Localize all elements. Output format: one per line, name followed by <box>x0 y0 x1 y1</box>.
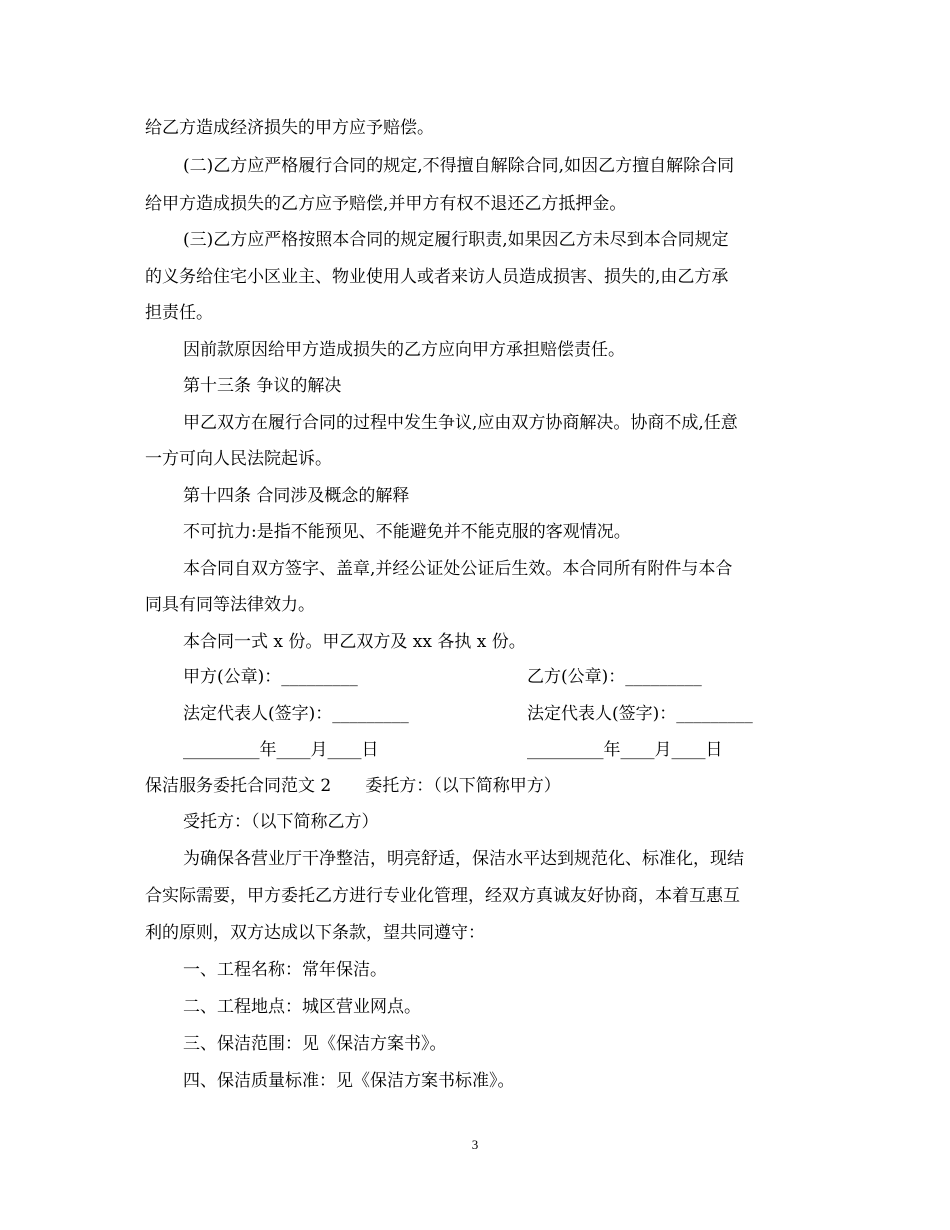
text-line: 本合同自双方签字、盖章,并经公证处公证后生效。本合同所有附件与本合 <box>183 559 733 579</box>
party-a-seal: 甲方(公章)：_________ <box>183 667 358 687</box>
second-contract-title: 保洁服务委托合同范文 2 委托方：（以下简称甲方） <box>145 776 561 796</box>
section-heading: 第十四条 合同涉及概念的解释 <box>183 486 410 506</box>
list-item: 四、保洁质量标准：见《保洁方案书标准》。 <box>183 1071 515 1091</box>
text-line: 为确保各营业厅干净整洁，明亮舒适，保洁水平达到规范化、标准化，现结 <box>183 849 744 869</box>
text-line: 担责任。 <box>145 303 213 323</box>
party-b-seal: 乙方(公章)：_________ <box>527 667 702 687</box>
section-heading: 第十三条 争议的解决 <box>183 376 342 396</box>
text-line: 不可抗力:是指不能预见、不能避免并不能克服的客观情况。 <box>183 522 631 542</box>
entrusted-party: 受托方：（以下简称乙方） <box>183 812 379 832</box>
party-a-representative: 法定代表人(签字)：_________ <box>183 704 409 724</box>
text-line: 合实际需要，甲方委托乙方进行专业化管理，经双方真诚友好协商，本着互惠互 <box>145 886 740 906</box>
text-line: (三)乙方应严格按照本合同的规定履行职责,如果因乙方未尽到本合同规定 <box>183 230 729 250</box>
party-b-representative: 法定代表人(签字)：_________ <box>527 704 753 724</box>
text-line: (二)乙方应严格履行合同的规定,不得擅自解除合同,如因乙方擅自解除合同 <box>183 156 735 176</box>
text-line: 给乙方造成经济损失的甲方应予赔偿。 <box>145 118 434 138</box>
text-line: 本合同一式 x 份。甲乙双方及 xx 各执 x 份。 <box>183 632 526 652</box>
text-line: 利的原则，双方达成以下条款，望共同遵守： <box>145 923 485 943</box>
text-line: 甲乙双方在履行合同的过程中发生争议,应由双方协商解决。协商不成,任意 <box>183 413 738 433</box>
party-a-date: _________年____月____日 <box>183 740 379 760</box>
text-line: 的义务给住宅小区业主、物业使用人或者来访人员造成损害、损失的,由乙方承 <box>145 267 729 287</box>
text-line: 因前款原因给甲方造成损失的乙方应向甲方承担赔偿责任。 <box>183 340 625 360</box>
list-item: 三、保洁范围：见《保洁方案书》。 <box>183 1034 447 1054</box>
list-item: 二、工程地点：城区营业网点。 <box>183 997 421 1017</box>
party-b-date: _________年____月____日 <box>527 740 723 760</box>
list-item: 一、工程名称：常年保洁。 <box>183 960 387 980</box>
page-number: 3 <box>471 1137 479 1152</box>
text-line: 一方可向人民法院起诉。 <box>145 449 332 469</box>
text-line: 同具有同等法律效力。 <box>145 595 315 615</box>
text-line: 给甲方造成损失的乙方应予赔偿,并甲方有权不退还乙方抵押金。 <box>145 194 627 214</box>
